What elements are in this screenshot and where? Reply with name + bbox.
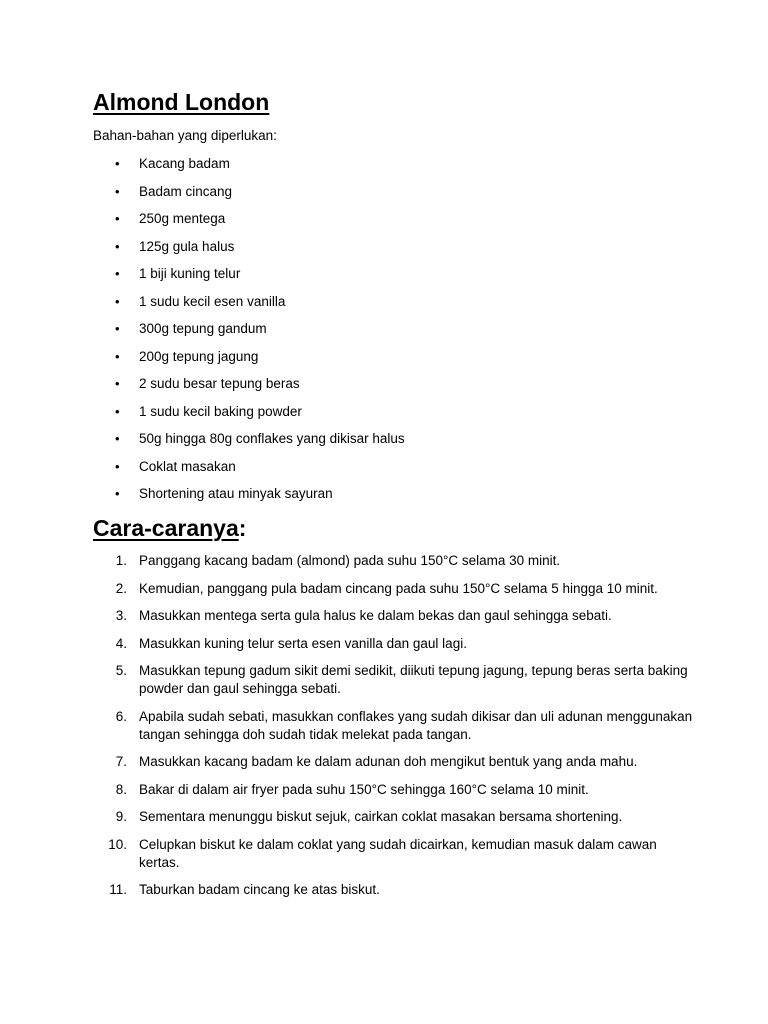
bullet-icon: • <box>115 403 120 419</box>
ingredient-text: 1 biji kuning telur <box>139 266 241 281</box>
ingredient-text: Badam cincang <box>139 183 233 199</box>
steps-list <box>93 552 693 909</box>
step-item <box>93 607 693 625</box>
bullet-icon: • <box>115 348 120 364</box>
step-item <box>93 552 693 570</box>
step-text: Kemudian, panggang pula badam cincang pada suhu 150°C selama 5 hingga 10 minit. <box>139 580 658 596</box>
ingredient-item <box>93 183 405 211</box>
ingredient-item <box>93 293 405 321</box>
step-number: 7. <box>115 754 127 769</box>
step-number: 8. <box>115 781 127 797</box>
step-text: Masukkan mentega serta gula halus ke dalam bekas dan gaul sehingga sebati. <box>139 608 612 623</box>
ingredient-item <box>93 485 405 513</box>
bullet-icon: • <box>115 321 120 336</box>
bullet-icon: • <box>115 266 120 281</box>
step-text: Bakar di dalam air fryer pada suhu 150°C sehingga 160°C selama 10 minit. <box>139 781 589 797</box>
ingredient-text: 2 sudu besar tepung beras <box>139 376 300 391</box>
method-heading-colon: : <box>238 515 247 541</box>
step-number: 4. <box>115 635 127 651</box>
ingredient-text: 1 sudu kecil esen vanilla <box>139 293 286 309</box>
step-item <box>93 881 693 899</box>
bullet-icon: • <box>115 183 120 199</box>
ingredient-item <box>93 458 405 486</box>
bullet-icon: • <box>115 376 120 391</box>
bullet-icon: • <box>115 486 120 501</box>
step-number: 2. <box>115 580 127 596</box>
ingredient-text: Kacang badam <box>139 156 230 171</box>
bullet-icon: • <box>115 238 120 254</box>
bullet-icon: • <box>115 293 120 309</box>
step-text: Taburkan badam cincang ke atas biskut. <box>139 882 380 897</box>
method-heading-text: Cara-caranya <box>93 515 239 541</box>
step-number: 11. <box>109 882 127 897</box>
step-number: 1. <box>115 553 127 568</box>
ingredient-text: 250g mentega <box>139 211 226 226</box>
document-title: Almond London <box>93 89 270 115</box>
ingredient-item <box>93 210 405 238</box>
step-item <box>93 635 693 653</box>
step-item <box>93 781 693 799</box>
step-item <box>93 580 693 598</box>
step-text: Celupkan biskut ke dalam coklat yang sudah dicairkan, kemudian masuk dalam cawan kertas. <box>139 836 657 870</box>
step-number: 10. <box>108 836 127 852</box>
step-number: 9. <box>115 809 127 824</box>
step-number: 6. <box>115 708 127 724</box>
ingredient-text: 1 sudu kecil baking powder <box>139 403 302 419</box>
step-number: 3. <box>115 608 127 623</box>
step-item <box>93 808 693 826</box>
ingredient-text: 200g tepung jagung <box>139 348 259 364</box>
step-text: Panggang kacang badam (almond) pada suhu 150°C selama 30 minit. <box>139 553 561 568</box>
bullet-icon: • <box>115 431 120 446</box>
bullet-icon: • <box>115 156 120 171</box>
step-text: Masukkan kacang badam ke dalam adunan doh mengikut bentuk yang anda mahu. <box>139 754 638 769</box>
ingredient-item <box>93 238 405 266</box>
bullet-icon: • <box>115 458 120 474</box>
step-number: 5. <box>115 663 127 678</box>
step-item <box>93 708 693 744</box>
step-text: Apabila sudah sebati, masukkan conflakes yang sudah dikisar dan uli adunan menggunakan tangan sehingga doh sudah tidak melekat pada tangan. <box>139 708 693 742</box>
ingredient-item <box>93 265 405 293</box>
ingredient-item <box>93 348 405 376</box>
step-text: Masukkan tepung gadum sikit demi sedikit, diikuti tepung jagung, tepung beras serta baking powder dan gaul sehingga sebati. <box>139 663 688 696</box>
ingredients-intro: Bahan-bahan yang diperlukan: <box>93 128 277 143</box>
ingredient-text: 300g tepung gandum <box>139 321 267 336</box>
ingredients-list <box>93 155 405 513</box>
step-text: Sementara menunggu biskut sejuk, cairkan coklat masakan bersama shortening. <box>139 809 623 824</box>
step-item <box>93 753 693 771</box>
ingredient-text: 50g hingga 80g conflakes yang dikisar halus <box>139 431 405 446</box>
step-text: Masukkan kuning telur serta esen vanilla dan gaul lagi. <box>139 635 467 651</box>
ingredient-item <box>93 375 405 403</box>
ingredient-item <box>93 403 405 431</box>
method-heading <box>93 514 246 542</box>
ingredient-item <box>93 430 405 458</box>
bullet-icon: • <box>115 211 120 226</box>
ingredient-text: 125g gula halus <box>139 238 235 254</box>
step-item <box>93 836 693 872</box>
ingredient-item <box>93 155 405 183</box>
ingredient-text: Coklat masakan <box>139 458 236 474</box>
ingredient-item <box>93 320 405 348</box>
ingredient-text: Shortening atau minyak sayuran <box>139 486 333 501</box>
step-item <box>93 662 693 698</box>
